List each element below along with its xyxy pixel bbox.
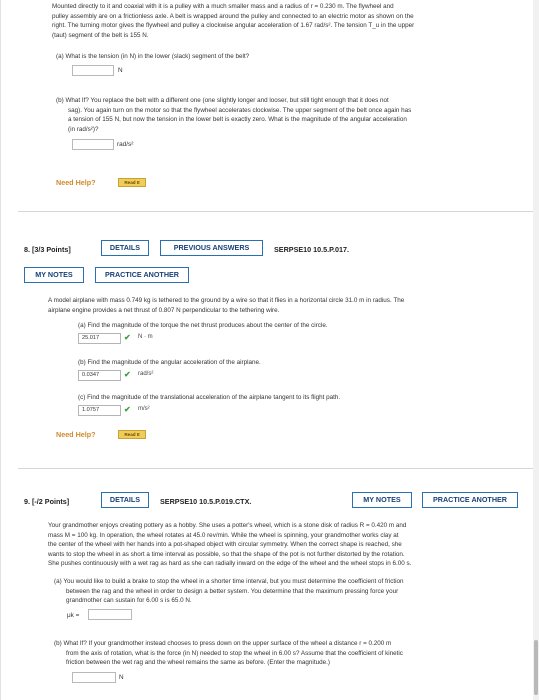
part-b-line: (in rad/s²)? <box>68 125 99 133</box>
q8-problem <box>48 296 532 315</box>
part-a-line: grandmother can sustain for 6.00 s is 65.0 N. <box>66 597 192 605</box>
q9-practice-another-button[interactable]: PRACTICE ANOTHER <box>422 492 518 508</box>
need-help-label: Need Help? <box>56 430 96 439</box>
q9-part-a-input[interactable] <box>88 609 132 620</box>
q8-practice-another-button[interactable]: PRACTICE ANOTHER <box>95 267 189 283</box>
section-divider <box>18 211 533 212</box>
problem-line: wants to stop the wheel in as short a time interval as possible, so that the shape of the pot is not further distorted by the rotation. <box>48 550 405 558</box>
correct-check-icon: ✔ <box>124 370 131 379</box>
intro-line: Mounted directly to it and coaxial with it is a pulley with a much smaller mass and a radius of r = 0.230 m. The flywheel and <box>52 3 394 10</box>
q9-my-notes-button[interactable]: MY NOTES <box>352 492 412 508</box>
problem-line: the center of the wheel with her hands into a pot-shaped object with circular symmetry. When the correct shape is reached, she <box>48 541 402 549</box>
q8-code: SERPSE10 10.5.P.017. <box>274 245 349 254</box>
mu-k-label: μk = <box>67 612 80 619</box>
q8-part-c-answer[interactable]: 1.0757 <box>78 405 121 416</box>
problem-line: She pushes continuously with a wet rag as hard as she can radially inward on the edge of the wheel and the wheel stops in 6.00 s. <box>48 560 412 568</box>
q8-previous-answers-button[interactable]: PREVIOUS ANSWERS <box>160 240 263 256</box>
problem-line: mass M = 100 kg. In operation, the wheel rotates at 45.0 rev/min. While the wheel is spinning, your grandmother works clay at <box>48 531 399 539</box>
q8-part-c-unit: m/s² <box>138 406 150 412</box>
correct-check-icon: ✔ <box>124 333 131 342</box>
problem-line: A model airplane with mass 0.749 kg is tethered to the ground by a wire so that it flies in a horizontal circle 31.0 m in radius. The <box>48 297 405 304</box>
top-part-b-input[interactable] <box>72 139 114 150</box>
intro-line: right. The turning motor gives the flywheel and pulley a clockwise angular acceleration of 1.67 rad/s². The tension T_u in the upper <box>52 22 415 30</box>
part-b-line: (b) What If? If your grandmother instead chooses to press down on the upper surface of the wheel a distance r = 0.200 m <box>54 640 392 647</box>
top-part-a-unit: N <box>118 67 123 74</box>
q8-part-b-unit: rad/s² <box>138 371 154 377</box>
read-it-button[interactable]: Read It <box>118 430 146 439</box>
q8-part-a-answer[interactable]: 25.017 <box>78 333 121 344</box>
part-b-line: from the axis of rotation, what is the force (in N) needed to stop the wheel in 6.00 s? Assume that the coefficient of kinetic <box>66 649 403 657</box>
correct-check-icon: ✔ <box>124 405 131 414</box>
q9-code: SERPSE10 10.5.P.019.CTX. <box>160 497 252 506</box>
q9-problem <box>48 521 532 569</box>
top-part-a-text: (a) What is the tension (in N) in the lower (slack) segment of the belt? <box>56 53 250 60</box>
q9-details-button[interactable]: DETAILS <box>101 492 149 508</box>
q9-part-a-text <box>54 577 532 606</box>
part-a-line: (a) You would like to build a brake to stop the wheel in a shorter time interval, but you must determine the coefficient of friction <box>54 578 404 585</box>
q8-part-a-unit: N · m <box>138 334 153 340</box>
intro-line: pulley assembly are on a frictionless axle. A belt is wrapped around the pulley and connected to an electric motor as shown on the <box>52 12 414 20</box>
q8-part-a-text: (a) Find the magnitude of the torque the net thrust produces about the center of the circle. <box>78 322 328 329</box>
q8-part-b-text: (b) Find the magnitude of the angular acceleration of the airplane. <box>78 359 261 366</box>
left-border <box>0 0 1 700</box>
part-b-line: friction between the wet rag and the wheel remains the same as before. (Enter the magnitude.) <box>66 659 330 667</box>
q8-my-notes-button[interactable]: MY NOTES <box>24 267 84 283</box>
q8-part-c-text: (c) Find the magnitude of the translational acceleration of the airplane tangent to its flight path. <box>78 394 341 401</box>
top-part-a-input[interactable] <box>72 65 114 76</box>
vertical-scrollbar[interactable] <box>533 0 539 700</box>
q9-number: 9. [-/2 Points] <box>24 497 70 506</box>
problem-line: Your grandmother enjoys creating pottery as a hobby. She uses a potter's wheel, which is a stone disk of radius R = 0.420 m and <box>48 522 407 529</box>
problem-line: airplane engine provides a net thrust of 0.807 N perpendicular to the tethering wire. <box>48 306 280 314</box>
top-part-b-text <box>56 96 532 134</box>
q8-number: 8. [3/3 Points] <box>24 245 71 254</box>
q8-part-b-answer[interactable]: 0.0347 <box>78 370 121 381</box>
part-b-line: (b) What If? You replace the belt with a different one (one slightly longer and looser, but still tight enough that it does not <box>56 97 389 104</box>
top-intro <box>52 2 532 40</box>
part-b-line: a tension of 155 N, but now the tension in the lower belt is exactly zero. What is the magnitude of the angular acceleration <box>68 116 407 124</box>
need-help-label: Need Help? <box>56 178 96 187</box>
section-divider <box>18 468 533 469</box>
intro-line: (taut) segment of the belt is 155 N. <box>52 31 149 39</box>
q9-part-b-text <box>54 639 532 668</box>
read-it-button[interactable]: Read It <box>118 178 146 187</box>
part-b-line: sag). You again turn on the motor so that the flywheel accelerates clockwise. The upper segment of the belt once again has <box>68 106 412 114</box>
part-a-line: between the rag and the wheel in order to design a better system. You determine that the maximum pressing force your <box>66 587 399 595</box>
scrollbar-thumb[interactable] <box>534 640 538 695</box>
q8-details-button[interactable]: DETAILS <box>101 240 149 256</box>
q9-part-b-input[interactable] <box>72 672 116 683</box>
q9-part-b-unit: N <box>119 674 124 681</box>
top-part-b-unit: rad/s² <box>117 141 134 148</box>
